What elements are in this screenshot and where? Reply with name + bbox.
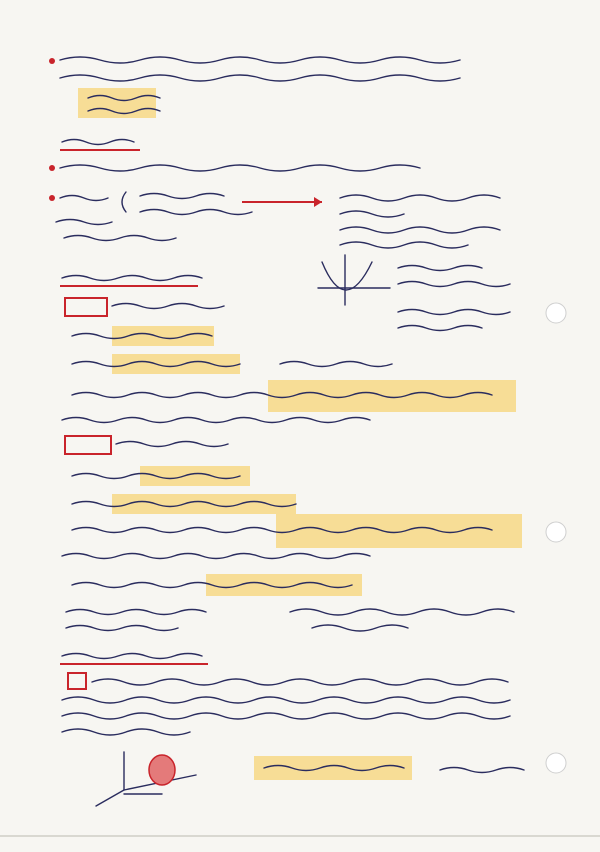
space-box [65,436,111,454]
binder-hole-bottom [546,753,566,773]
text-line-7 [340,211,404,217]
inertia-note-3 [290,609,514,615]
bullet-2 [49,165,55,171]
centroid-note [62,418,370,423]
plane-line [112,304,224,309]
sketch-region [149,755,175,785]
item-1-box [68,673,86,689]
paragraph-line-4 [62,729,190,735]
text-line-11 [64,236,176,241]
text-line-6 [340,195,500,201]
highlight-center [268,380,516,412]
centroid-3d-note [62,554,370,559]
graph-note-2 [398,282,510,287]
binder-hole-top [546,303,566,323]
heading-5 [62,654,202,659]
graph-curve [322,262,372,290]
highlight-mass [112,354,240,374]
text-line-5 [140,210,252,215]
space-line [116,442,228,447]
highlight-center-3d [276,514,522,548]
red-arrow-head [314,197,322,207]
text-planes [60,196,108,201]
formula-highlight-1 [78,88,156,118]
text-line-4 [140,194,224,199]
text-line-1 [60,57,460,63]
text-line-9 [340,242,468,248]
binder-hole-middle [546,522,566,542]
highlight-inertia [206,574,362,596]
heading-4 [62,276,202,281]
text-line-10 [56,220,112,225]
heading-3 [62,140,134,145]
bullet-1 [49,58,55,64]
guldin-formula-2 [440,768,524,773]
inertia-note-4 [312,625,408,631]
graph-note-4 [398,326,482,331]
sketch-x-axis [96,790,124,806]
inertia-note-2 [66,626,178,631]
graph-note-3 [398,310,510,315]
text-line-8 [340,227,500,233]
inertia-note-1 [66,610,206,615]
text-line-2 [60,75,460,81]
text-line-3 [60,165,420,171]
paragraph-line-1 [92,679,508,685]
brace [122,192,126,212]
highlight-volume-guldin [254,756,412,780]
paragraph-line-2 [62,697,510,703]
bullet-3 [49,195,55,201]
paragraph-line-3 [62,713,510,719]
plane-box [65,298,107,316]
graph-note-1 [398,266,482,271]
density-note [280,362,392,367]
